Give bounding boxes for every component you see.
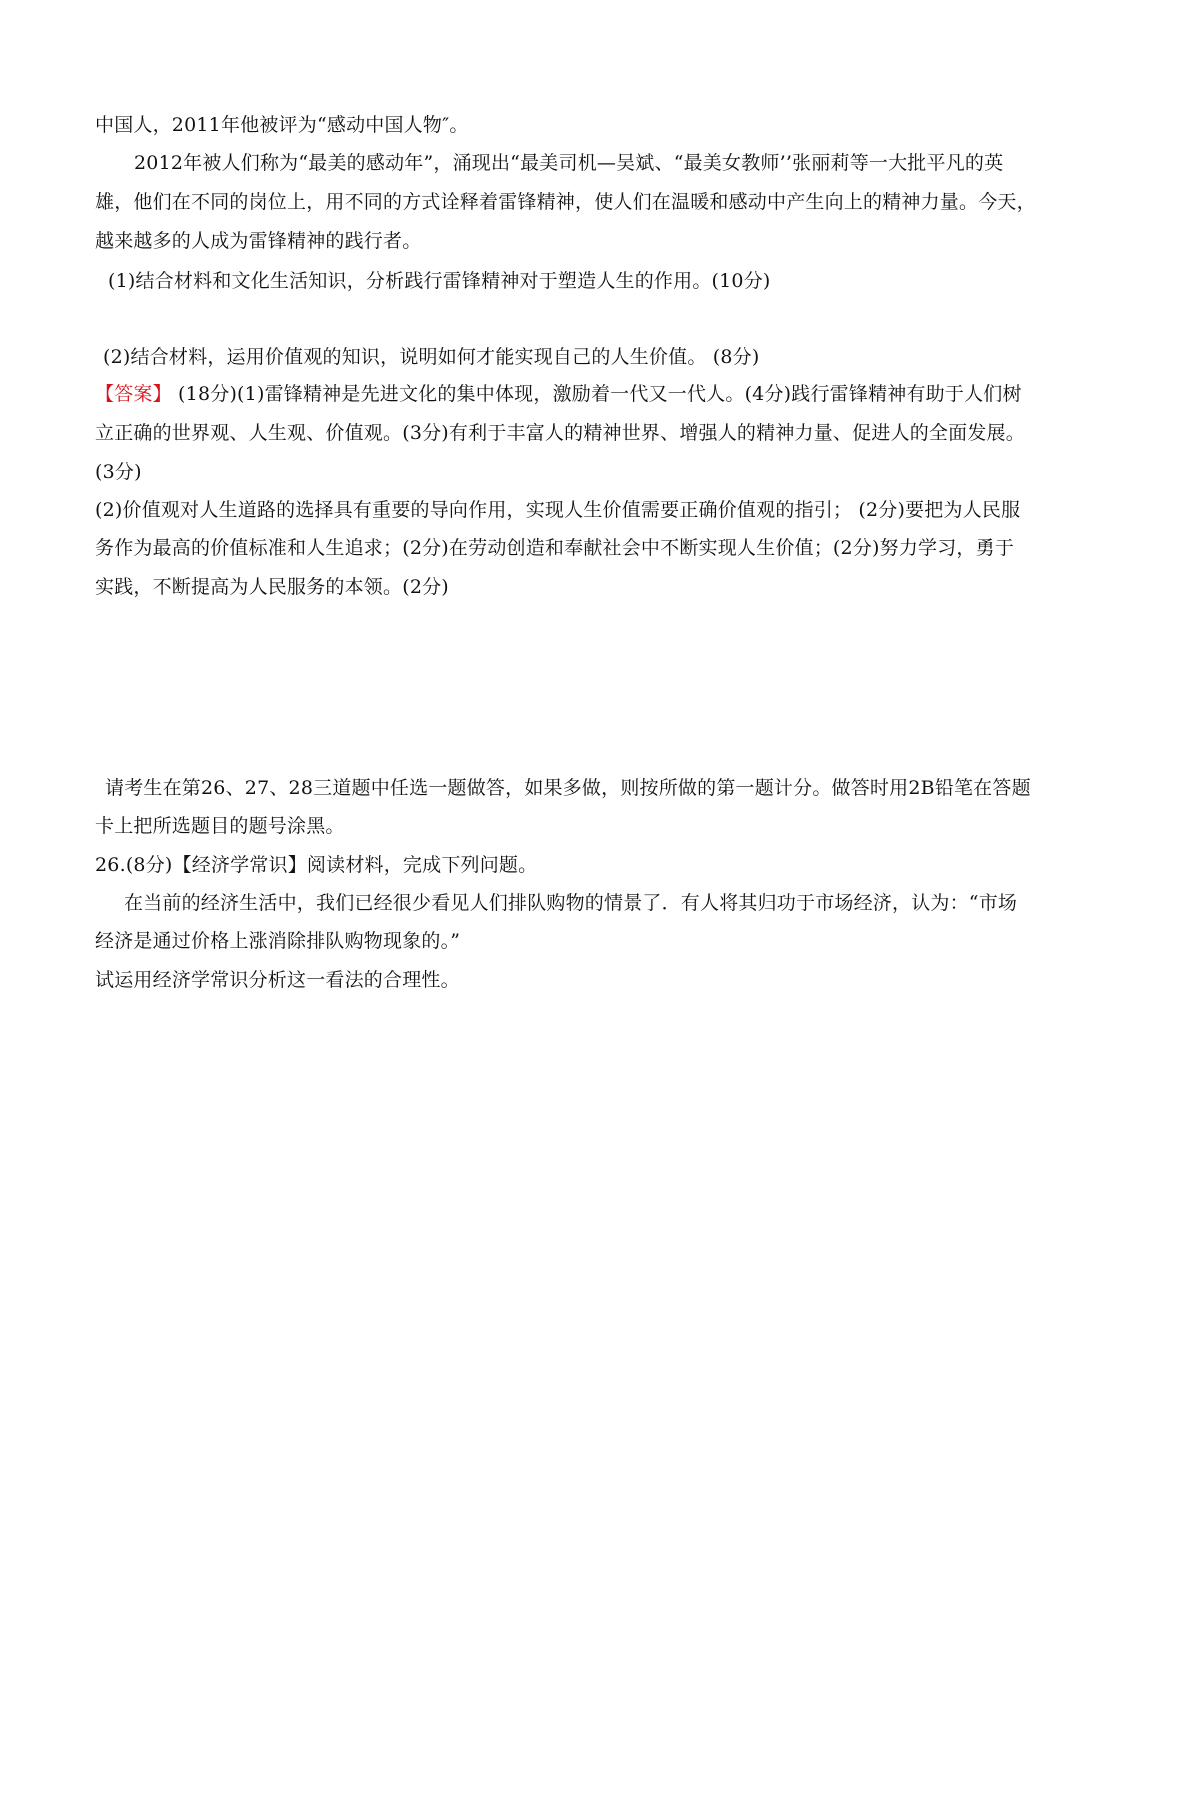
material-line-1: 中国人，2011年他被评为“感动中国人物″。 [95,114,469,136]
question-26-line-2: 经济是通过价格上涨消除排队购物现象的。” [95,930,461,952]
question-26-line-3: 试运用经济学常识分析这一看法的合理性。 [95,969,460,991]
instructions-line-2: 卡上把所选题目的题号涂黑。 [95,815,345,837]
answer-label: 【答案】 [95,383,172,405]
answer-line-3: (3分) [95,461,142,483]
answer-line-5: 务作为最高的价值标准和人生追求；(2分)在劳动创造和奉献社会中不断实现人生价值；(2分)努力学习，勇于 [95,537,1015,559]
answer-line-6: 实践，不断提高为人民服务的本领。(2分) [95,576,449,598]
question-2: (2)结合材料，运用价值观的知识，说明如何才能实现自己的人生价值。 (8分) [103,346,760,368]
answer-line-2: 立正确的世界观、人生观、价值观。(3分)有利于丰富人的精神世界、增强人的精神力量、促进人的全面发展。 [95,422,1025,444]
question-1: (1)结合材料和文化生活知识，分析践行雷锋精神对于塑造人生的作用。(10分) [108,270,771,292]
material-line-4: 越来越多的人成为雷锋精神的践行者。 [95,230,422,252]
question-26-title: 26.(8分)【经济学常识】阅读材料，完成下列问题。 [95,854,538,876]
answer-line-1-text: (18分)(1)雷锋精神是先进文化的集中体现，激励着一代又一代人。(4分)践行雷锋精神有助于人们树 [171,383,1022,405]
answer-line-4: (2)价值观对人生道路的选择具有重要的导向作用，实现人生价值需要正确价值观的指引； (2分)要把为人民服 [95,499,1021,521]
material-line-3: 雄，他们在不同的岗位上，用不同的方式诠释着雷锋精神，使人们在温暖和感动中产生向上的精神力量。今天， [95,191,1036,213]
instructions-line-1: 请考生在第26、27、28三道题中任选一题做答，如果多做，则按所做的第一题计分。做答时用2B铅笔在答题 [105,777,1031,799]
answer-line-1 [95,381,1105,407]
material-line-2: 2012年被人们称为“最美的感动年”，涌现出“最美司机—吴斌、“最美女教师’’张丽莉等一大批平凡的英 [134,152,1004,174]
question-26-line-1: 在当前的经济生活中，我们已经很少看见人们排队购物的情景了．有人将其归功于市场经济，认为：“市场 [124,892,1018,914]
